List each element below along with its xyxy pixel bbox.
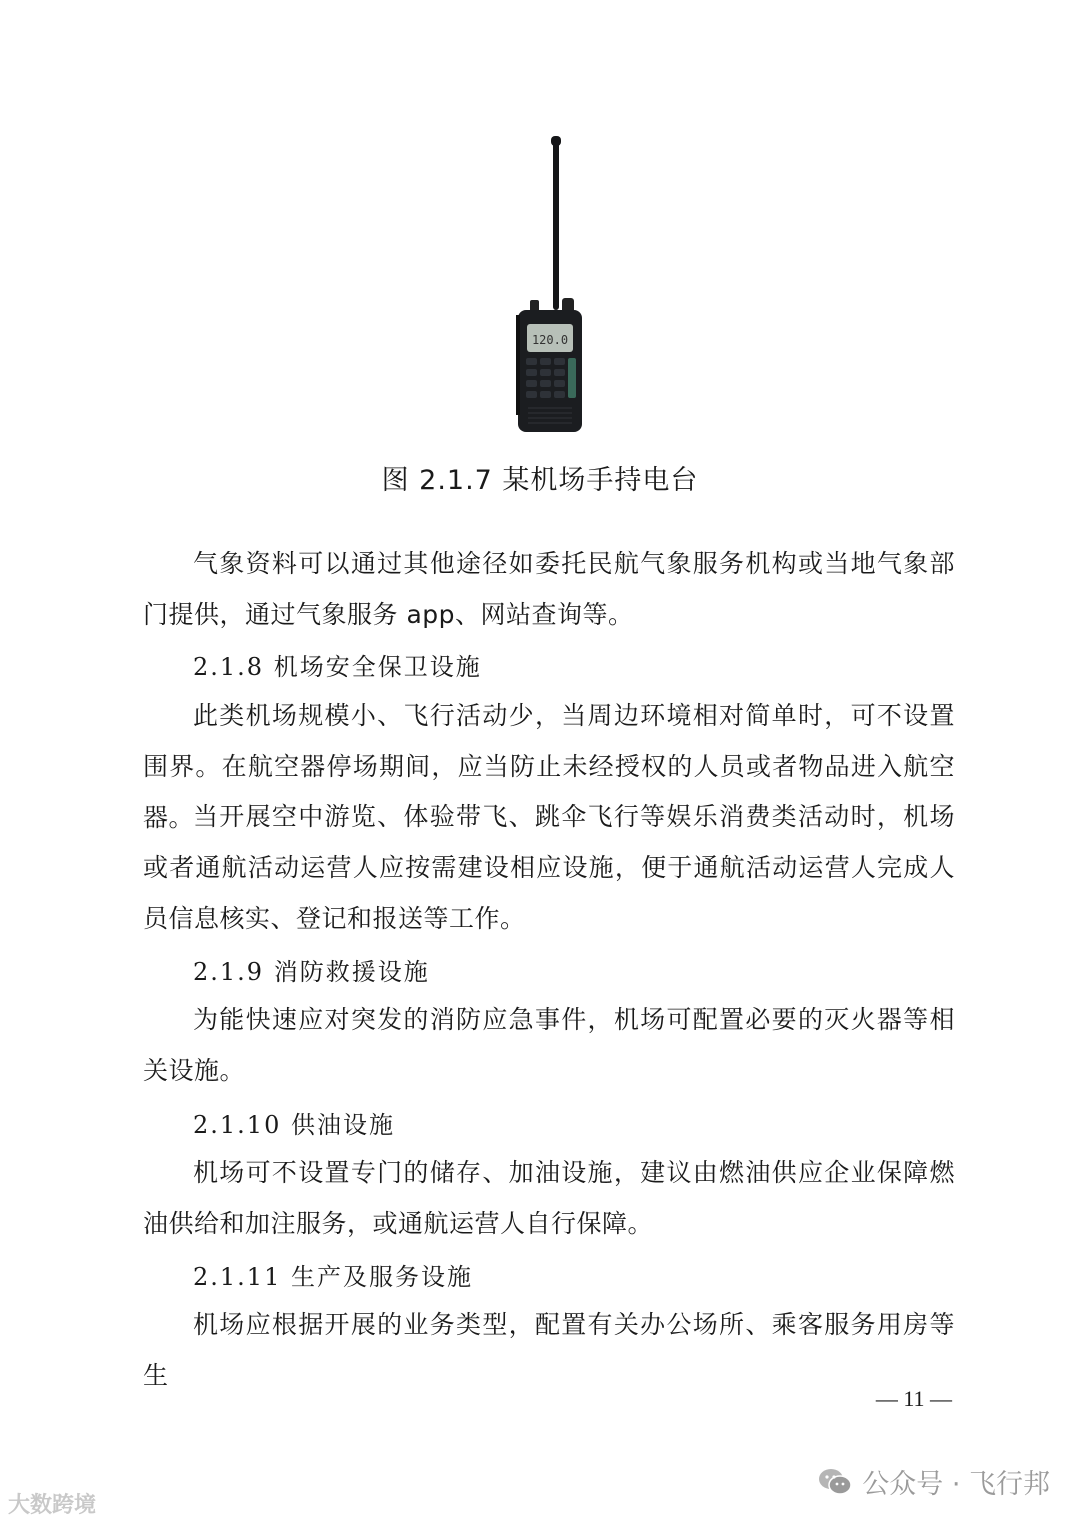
section-heading-2-1-10: 2.1.10 供油设施 [193, 1111, 395, 1139]
watermark-right [818, 1462, 1050, 1501]
watermark-left: 大数跨境 [8, 1493, 97, 1518]
section-heading-2-1-11: 2.1.11 生产及服务设施 [193, 1263, 473, 1291]
svg-text:120.0: 120.0 [531, 333, 569, 347]
paragraph-fire-rescue: 为能快速应对突发的消防应急事件，机场可配置必要的灭火器等相关设施。 [143, 1005, 955, 1085]
paragraph-weather: 气象资料可以通过其他途径如委托民航气象服务机构或当地气象部门提供，通过气象服务 app、网站查询等。 [143, 549, 955, 629]
paragraph-security-fence: 此类机场规模小、飞行活动少，当周边环境相对简单时，可不设置围界。在航空器停场期间，应当防止未经授权的人员或者物品进入航空器。 [143, 701, 955, 832]
paragraph-security-activities: 当开展空中游览、体验带飞、跳伞飞行等娱乐消费类活动时，机场或者通航活动运营人应按需建设相应设施，便于通航活动运营人完成人员信息核实、登记和报送等工作。 [143, 802, 955, 933]
paragraph-fuel: 机场可不设置专门的储存、加油设施，建议由燃油供应企业保障燃油供给和加注服务，或通航运营人自行保障。 [143, 1158, 955, 1238]
paragraph-service-facilities: 机场应根据开展的业务类型，配置有关办公场所、乘客服务用房等生 [143, 1310, 955, 1390]
watermark-right-text: 公众号 · 飞行邦 [862, 1469, 1050, 1500]
wechat-icon [818, 1467, 852, 1497]
page-number: — 11 — [875, 1386, 952, 1411]
section-heading-2-1-8: 2.1.8 机场安全保卫设施 [193, 653, 482, 681]
figure-caption: 图 2.1.7 某机场手持电台 [381, 465, 699, 496]
section-heading-2-1-9: 2.1.9 消防救援设施 [193, 958, 430, 986]
handheld-radio-image [480, 130, 600, 440]
